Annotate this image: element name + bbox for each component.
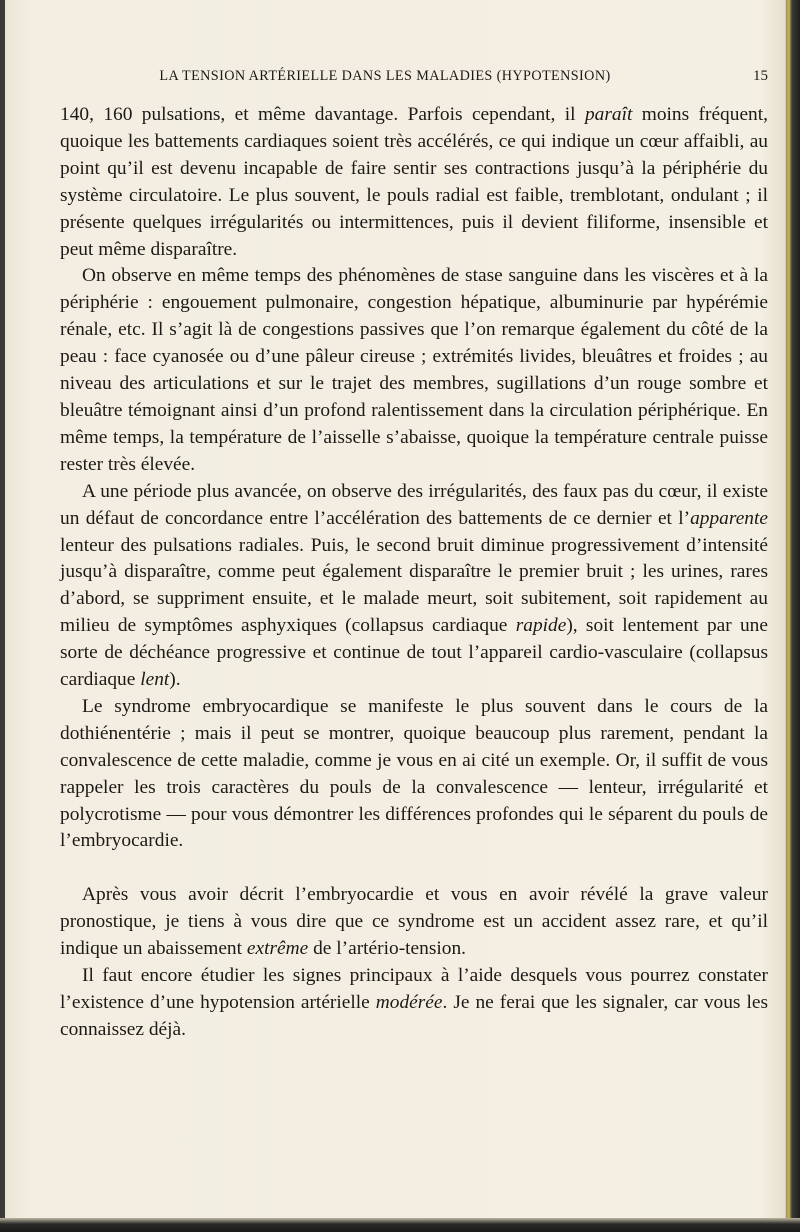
paragraph: 140, 160 pulsations, et même davantage. Parfois cependant, il paraît moins fréquent, quoique les battements cardiaques soient très accélérés, ce qui indique un cœur affaibli, au point qu’il est devenu incapable de faire sentir ses contractions jusqu’à la périphérie du système circulatoire. Le plus souvent, le pouls radial est faible, tremblotant, ondulant ; il présente quelques irrégularités ou intermittences, puis il devient filiforme, insensible et peut même disparaître. [60, 104, 768, 260]
page-bottom-edge [0, 1218, 800, 1232]
section-gap [60, 855, 768, 882]
page-number: 15 [753, 68, 768, 84]
paragraph: Le syndrome embryocardique se manifeste le plus souvent dans le cours de la dothiénentérie ; mais il peut se montrer, quoique beaucoup plus rarement, pendant la convalescence de cette maladie, comme je vous en ai cité un exemple. Or, il suffit de vous rappeler les trois caractères du pouls de la convalescence — lenteur, irrégularité et polycrotisme — pour vous démontrer les différences profondes qui le séparent du pouls de l’embryocardie. [60, 695, 768, 852]
paragraph: A une période plus avancée, on observe des irrégularités, des faux pas du cœur, il existe un défaut de concordance entre l’accélération des battements de ce dernier et l’apparente lenteur des pulsations radiales. Puis, le second bruit diminue progressivement d’intensité jusqu’à disparaître, comme peut également disparaître le premier bruit ; les urines, rares d’abord, se suppriment ensuite, et le malade meurt, soit subitement, soit rapidement au milieu de symptômes asphyxiques (collapsus cardiaque rapide), soit lentement par une sorte de déchéance progressive et continue de tout l’appareil cardio-vasculaire (collapsus cardiaque lent). [60, 480, 768, 691]
paragraph: On observe en même temps des phénomènes de stase sanguine dans les viscères et à la périphérie : engouement pulmonaire, congestion hépatique, albuminurie par hypérémie rénale, etc. Il s’agit là de congestions passives que l’on remarque également du côté de la peau : face cyanosée ou d’une pâleur cireuse ; extrémités livides, bleuâtres et froides ; au niveau des articulations et sur le trajet des membres, sugillations d’un rouge sombre et bleuâtre témoignant ainsi d’un profond ralentissement dans la circulation périphérique. En même temps, la température de l’aisselle s’abaisse, quoique la température centrale puisse rester très élevée. [60, 265, 768, 475]
paragraph: Il faut encore étudier les signes principaux à l’aide desquels vous pourrez constater l’existence d’une hypotension artérielle modérée. Je ne ferai que les signaler, car vous les connaissez déjà. [60, 965, 768, 1040]
running-head [60, 68, 768, 90]
running-title: LA TENSION ARTÉRIELLE DANS LES MALADIES (HYPOTENSION) [159, 68, 611, 84]
page-left-edge [0, 0, 5, 1232]
body-text [60, 102, 768, 1044]
page-right-edge [786, 0, 800, 1232]
paragraph: Après vous avoir décrit l’embryocardie et vous en avoir révélé la grave valeur pronostique, je tiens à vous dire que ce syndrome est un accident assez rare, et qu’il indique un abaissement extrême de l’artério-tension. [60, 884, 768, 960]
